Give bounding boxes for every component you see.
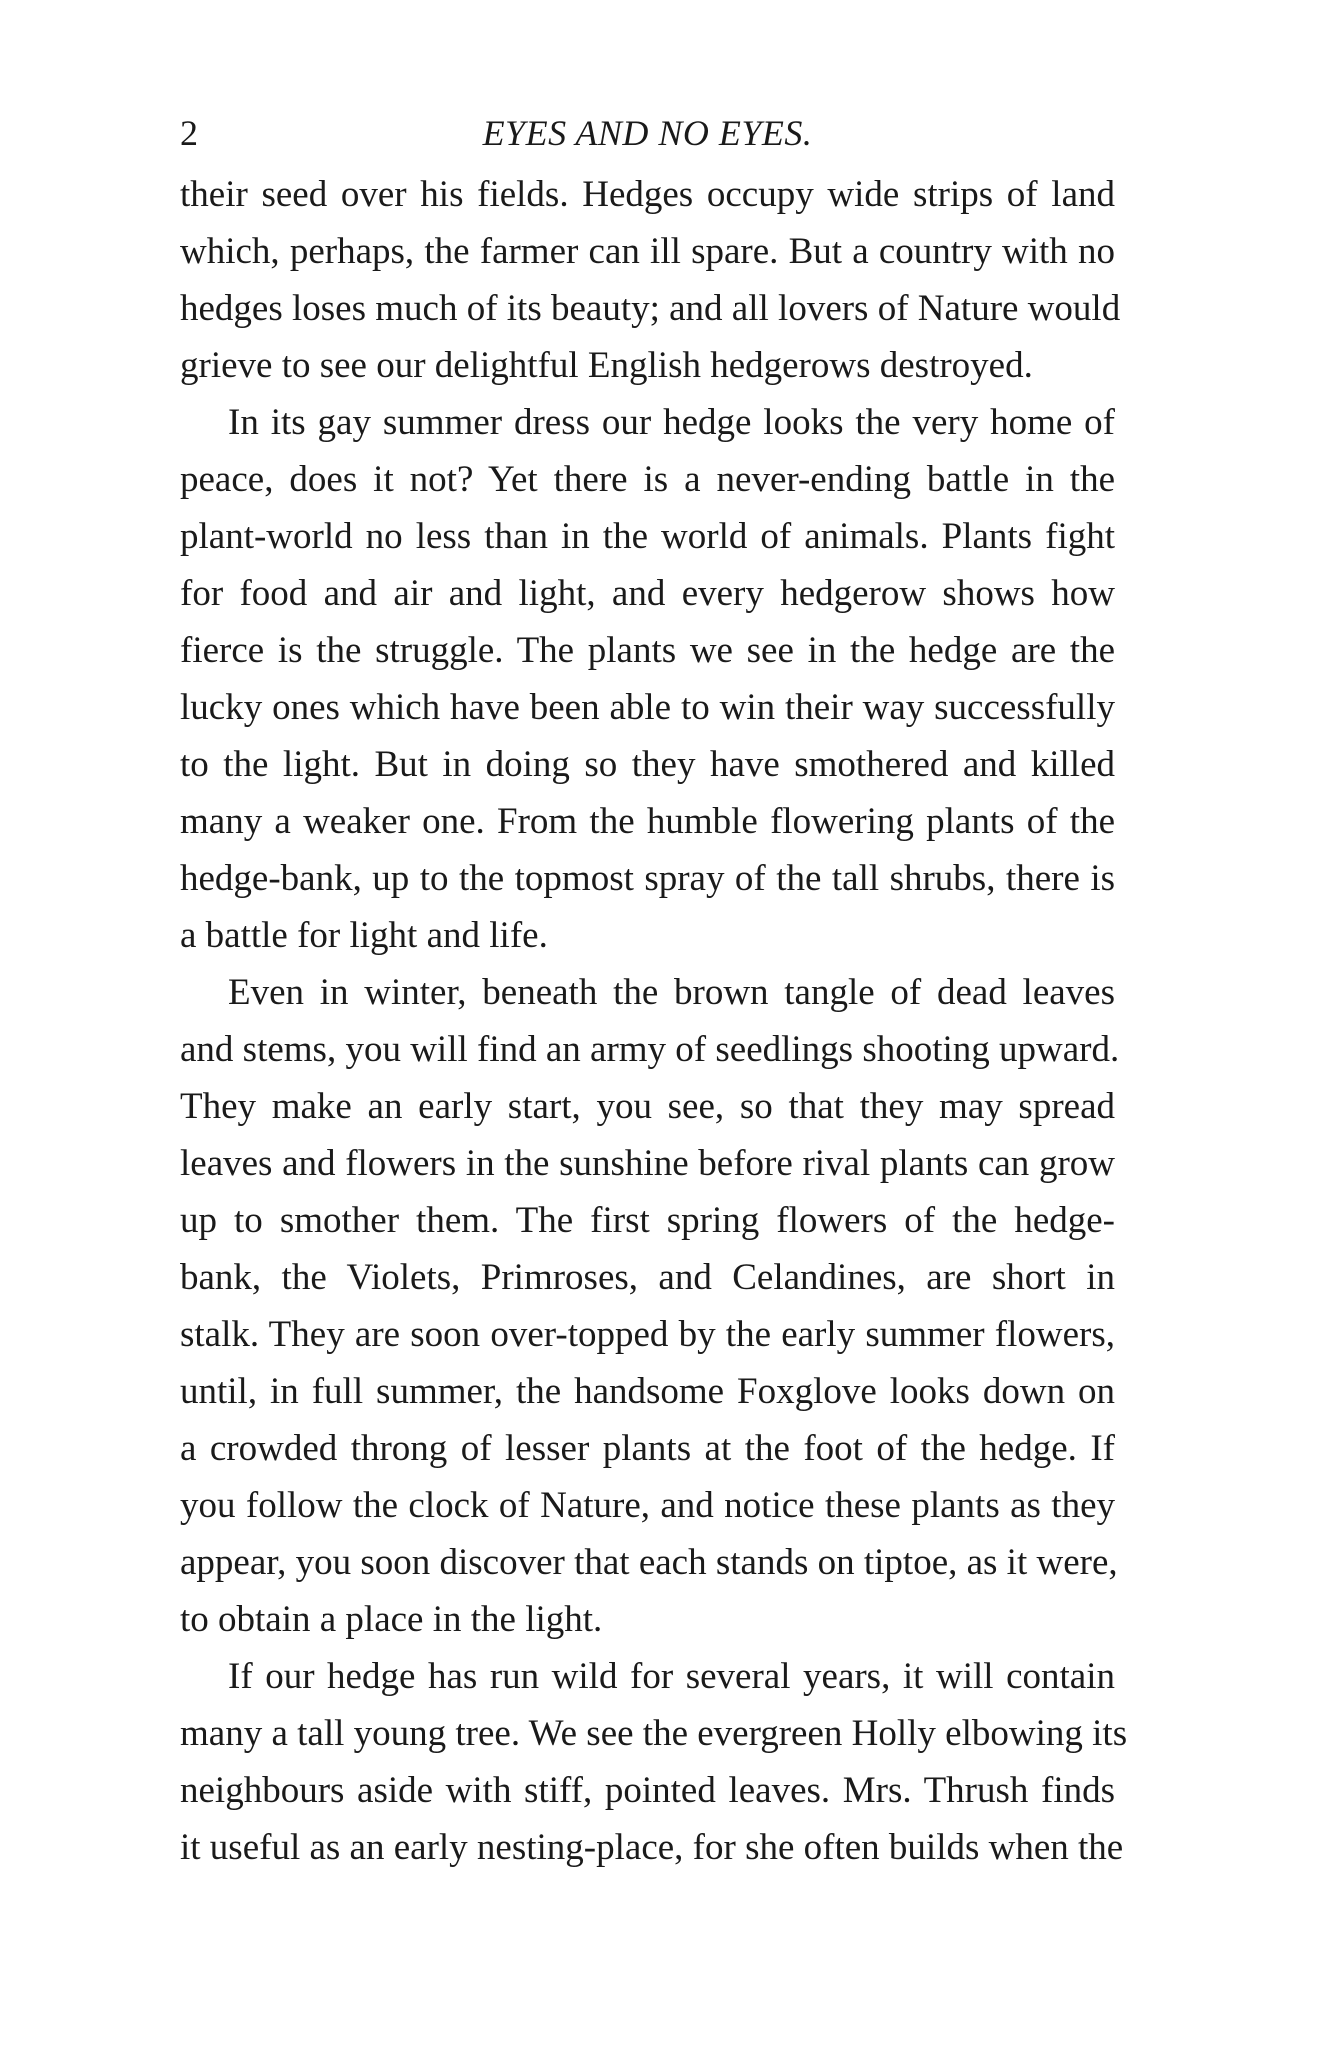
text-line: Even in winter, beneath the brown tangle of dead leaves <box>228 972 1115 1013</box>
paragraph-4 <box>180 1648 1128 1876</box>
text-line: it useful as an early nesting-place, for she often builds when the <box>180 1827 1124 1868</box>
text-line: to the light. But in doing so they have smothered and killed <box>180 744 1115 785</box>
page-number: 2 <box>180 113 198 153</box>
text-line: In its gay summer dress our hedge looks the very home of <box>228 402 1115 443</box>
text-line: peace, does it not? Yet there is a never-ending battle in the <box>180 459 1115 500</box>
text-line: grieve to see our delightful English hedgerows destroyed. <box>180 345 1033 386</box>
text-line: for food and air and light, and every hedgerow shows how <box>180 573 1115 614</box>
body-text <box>180 166 1128 1876</box>
text-line: which, perhaps, the farmer can ill spare. But a country with no <box>180 231 1115 272</box>
text-line: you follow the clock of Nature, and notice these plants as they <box>180 1485 1115 1526</box>
text-line: fierce is the struggle. The plants we see in the hedge are the <box>180 630 1115 671</box>
text-line: a crowded throng of lesser plants at the foot of the hedge. If <box>180 1428 1115 1469</box>
text-line: bank, the Violets, Primroses, and Celandines, are short in <box>180 1257 1115 1298</box>
text-line: up to smother them. The first spring flowers of the hedge- <box>180 1200 1115 1241</box>
running-title: EYES AND NO EYES. <box>482 113 813 153</box>
paragraph-1 <box>180 166 1121 394</box>
text-line: to obtain a place in the light. <box>180 1599 603 1640</box>
paragraph-3 <box>180 964 1120 1648</box>
text-line: plant-world no less than in the world of animals. Plants fight <box>180 516 1115 557</box>
text-line: until, in full summer, the handsome Foxglove looks down on <box>180 1371 1115 1412</box>
text-line: many a weaker one. From the humble flowering plants of the <box>180 801 1115 842</box>
text-line: They make an early start, you see, so that they may spread <box>180 1086 1115 1127</box>
text-line: appear, you soon discover that each stands on tiptoe, as it were, <box>180 1542 1118 1583</box>
text-line: lucky ones which have been able to win their way successfully <box>180 687 1115 728</box>
text-line: leaves and flowers in the sunshine before rival plants can grow <box>180 1143 1115 1184</box>
text-line: hedges loses much of its beauty; and all lovers of Nature would <box>180 288 1121 329</box>
text-line: stalk. They are soon over-topped by the early summer flowers, <box>180 1314 1115 1355</box>
text-line: a battle for light and life. <box>180 915 548 956</box>
text-line: and stems, you will find an army of seedlings shooting upward. <box>180 1029 1120 1070</box>
text-line: their seed over his fields. Hedges occupy wide strips of land <box>180 174 1115 215</box>
running-head <box>180 108 1115 158</box>
text-line: many a tall young tree. We see the evergreen Holly elbowing its <box>180 1713 1128 1754</box>
paragraph-2 <box>180 394 1115 964</box>
text-line: neighbours aside with stiff, pointed leaves. Mrs. Thrush finds <box>180 1770 1115 1811</box>
text-line: hedge-bank, up to the topmost spray of the tall shrubs, there is <box>180 858 1115 899</box>
text-line: If our hedge has run wild for several years, it will contain <box>228 1656 1115 1697</box>
